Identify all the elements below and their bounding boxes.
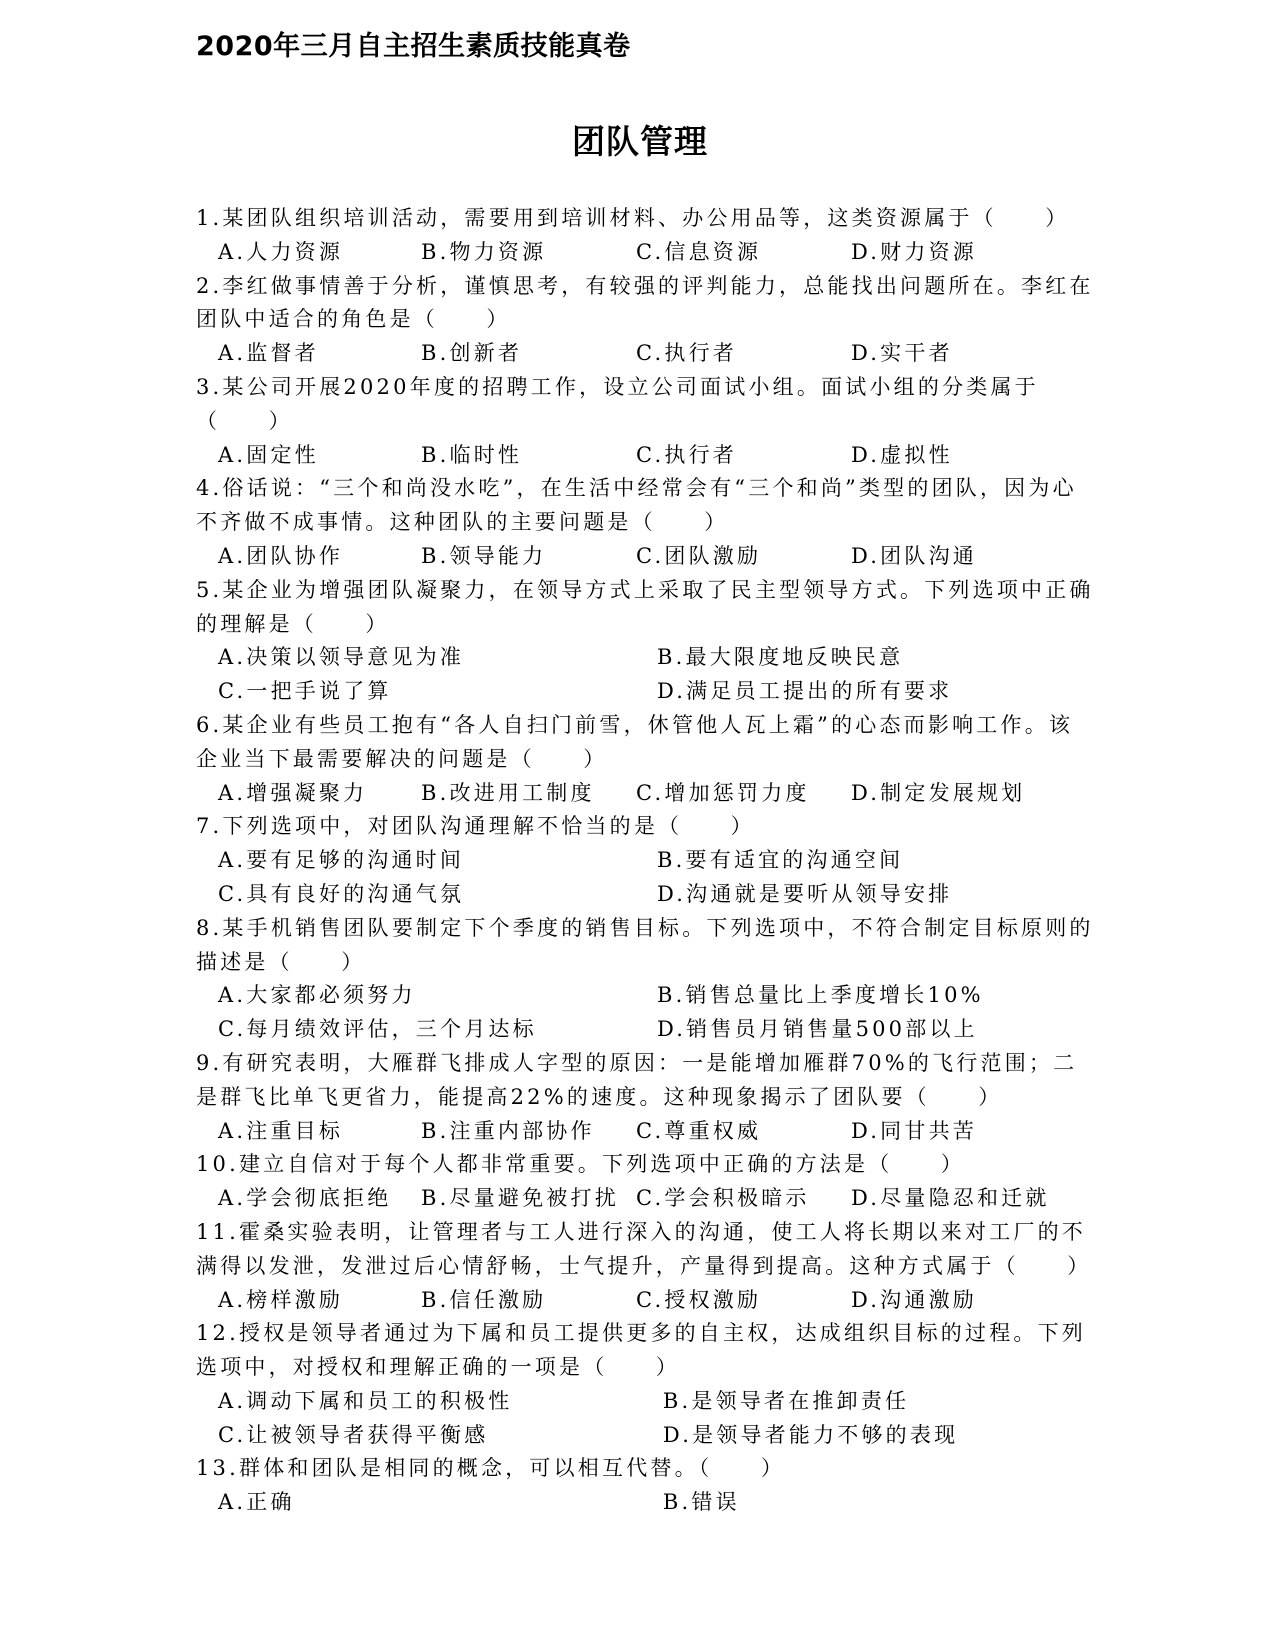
answer-option: A.监督者 [218, 341, 319, 366]
option-row [196, 844, 1096, 878]
option-row [196, 1013, 1096, 1047]
question-item [196, 1148, 1096, 1216]
answer-option: D.财力资源 [851, 239, 977, 264]
question-item [196, 574, 1096, 709]
answer-option: A.大家都必须努力 [218, 983, 416, 1008]
answer-option: C.具有良好的沟通气氛 [218, 881, 465, 906]
answer-option: D.沟通激励 [851, 1287, 977, 1312]
question-stem: 10.建立自信对于每个人都非常重要。下列选项中正确的方法是（ ） [196, 1152, 965, 1177]
answer-option: B.注重内部协作 [421, 1118, 595, 1143]
answer-option: A.团队协作 [218, 543, 344, 568]
answer-option: D.满足员工提出的所有要求 [657, 679, 953, 704]
answer-option: B.销售总量比上季度增长10% [657, 983, 984, 1008]
answer-option: B.创新者 [421, 341, 523, 366]
answer-option: A.正确 [218, 1490, 295, 1515]
option-row [196, 1284, 1096, 1318]
option-row [196, 1486, 1096, 1520]
answer-option: B.要有适宜的沟通空间 [657, 848, 904, 873]
answer-option: A.学会彻底拒绝 [218, 1186, 392, 1211]
answer-option: A.固定性 [218, 442, 319, 467]
answer-option: A.决策以领导意见为准 [218, 645, 465, 670]
question-list [196, 202, 1096, 1520]
question-item [196, 810, 1096, 911]
answer-option: B.错误 [662, 1490, 740, 1515]
option-row [196, 1115, 1096, 1149]
answer-option: C.每月绩效评估，三个月达标 [218, 1017, 537, 1042]
answer-option: C.团队激励 [636, 543, 762, 568]
option-row [196, 641, 1096, 675]
question-stem: 3.某公司开展2020年度的招聘工作，设立公司面试小组。面试小组的分类属于（ ） [196, 374, 1039, 433]
answer-option: D.虚拟性 [851, 442, 953, 467]
answer-option: D.实干者 [851, 341, 953, 366]
option-row [196, 540, 1096, 574]
answer-option: C.尊重权威 [636, 1118, 762, 1143]
answer-option: B.物力资源 [421, 239, 547, 264]
question-item [196, 371, 1096, 472]
answer-option: D.是领导者能力不够的表现 [662, 1422, 959, 1447]
option-row [196, 1385, 1096, 1419]
answer-option: C.一把手说了算 [218, 679, 392, 704]
option-row [196, 337, 1096, 371]
option-row [196, 1182, 1096, 1216]
question-item [196, 270, 1096, 371]
answer-option: D.尽量隐忍和迁就 [851, 1186, 1050, 1211]
question-stem: 8.某手机销售团队要制定下个季度的销售目标。下列选项中，不符合制定目标原则的描述是（ ） [196, 915, 1094, 974]
answer-option: B.最大限度地反映民意 [657, 645, 904, 670]
answer-option: C.让被领导者获得平衡感 [218, 1422, 489, 1447]
answer-option: B.尽量避免被打扰 [421, 1186, 619, 1211]
answer-option: A.增强凝聚力 [218, 780, 368, 805]
question-item [196, 202, 1096, 270]
answer-option: A.要有足够的沟通时间 [218, 848, 465, 873]
question-item [196, 1047, 1096, 1148]
answer-option: C.学会积极暗示 [636, 1186, 810, 1211]
answer-option: D.销售员月销售量500部以上 [657, 1017, 978, 1042]
question-stem: 9.有研究表明，大雁群飞排成人字型的原因：一是能增加雁群70%的飞行范围；二是群飞比单飞更省力，能提高22%的速度。这种现象揭示了团队要（ ） [196, 1050, 1078, 1109]
answer-option: D.团队沟通 [851, 543, 977, 568]
question-stem: 6.某企业有些员工抱有“各人自扫门前雪，休管他人瓦上霜”的心态而影响工作。该企业当下最需要解决的问题是（ ） [196, 712, 1074, 771]
answer-option: D.制定发展规划 [851, 780, 1026, 805]
question-item [196, 1452, 1096, 1520]
document-header: 2020年三月自主招生素质技能真卷 [196, 31, 631, 62]
answer-option: B.改进用工制度 [421, 780, 595, 805]
answer-option: C.增加惩罚力度 [636, 780, 810, 805]
question-stem: 1.某团队组织培训活动，需要用到培训材料、办公用品等，这类资源属于（ ） [196, 206, 1070, 230]
question-item [196, 1216, 1096, 1317]
answer-option: B.信任激励 [421, 1287, 547, 1312]
page-title: 团队管理 [572, 122, 708, 161]
option-row [196, 439, 1096, 473]
answer-option: C.信息资源 [636, 239, 762, 264]
answer-option: B.临时性 [421, 442, 523, 467]
question-stem: 7.下列选项中，对团队沟通理解不恰当的是（ ） [196, 814, 755, 839]
answer-option: A.注重目标 [218, 1118, 344, 1143]
option-row [196, 1419, 1096, 1453]
question-stem: 13.群体和团队是相同的概念，可以相互代替。（ ） [196, 1456, 786, 1481]
question-stem: 11.霍桑实验表明，让管理者与工人进行深入的沟通，使工人将长期以来对工厂的不满得以发泄，发泄过后心情舒畅，士气提升，产量得到提高。这种方式属于（ ） [196, 1219, 1092, 1278]
question-item [196, 912, 1096, 1047]
question-item [196, 472, 1096, 573]
answer-option: C.执行者 [636, 341, 737, 366]
question-stem: 12.授权是领导者通过为下属和员工提供更多的自主权，达成组织目标的过程。下列选项中，对授权和理解正确的一项是（ ） [196, 1321, 1086, 1380]
question-stem: 4.俗话说：“三个和尚没水吃”，在生活中经常会有“三个和尚”类型的团队，因为心不齐做不成事情。这种团队的主要问题是（ ） [196, 476, 1077, 535]
answer-option: A.调动下属和员工的积极性 [218, 1388, 513, 1413]
answer-option: C.执行者 [636, 442, 737, 467]
question-item [196, 1317, 1096, 1452]
answer-option: A.人力资源 [218, 239, 344, 264]
answer-option: A.榜样激励 [218, 1287, 344, 1312]
answer-option: B.领导能力 [421, 543, 547, 568]
option-row [196, 878, 1096, 912]
option-row [196, 675, 1096, 709]
answer-option: D.沟通就是要听从领导安排 [657, 881, 953, 906]
answer-option: B.是领导者在推卸责任 [662, 1388, 910, 1413]
question-item [196, 709, 1096, 810]
question-stem: 2.李红做事情善于分析，谨慎思考，有较强的评判能力，总能找出问题所在。李红在团队中适合的角色是（ ） [196, 273, 1094, 332]
option-row [196, 777, 1096, 811]
question-stem: 5.某企业为增强团队凝聚力，在领导方式上采取了民主型领导方式。下列选项中正确的理解是（ ） [196, 577, 1094, 636]
answer-option: D.同甘共苦 [851, 1118, 977, 1143]
option-row [196, 979, 1096, 1013]
answer-option: C.授权激励 [636, 1287, 762, 1312]
option-row [196, 236, 1096, 270]
